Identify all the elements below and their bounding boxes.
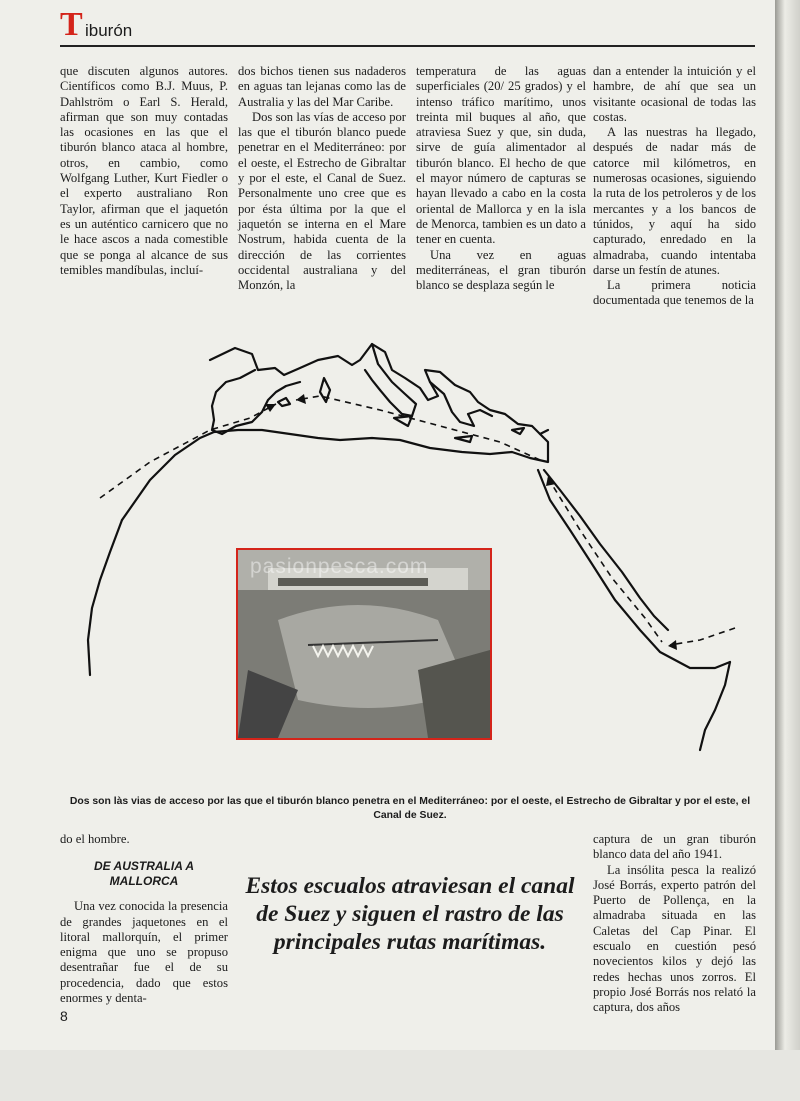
section-subhead: DE AUSTRALIA A MALLORCA <box>94 859 194 889</box>
arrow-suez-head <box>296 394 306 404</box>
col2-paragraph-1: dos bichos tienen sus nadaderos en aguas tan lejanas como las de Australia y las del Mar Caribe. <box>238 64 406 109</box>
indian-ocean-route-line <box>670 628 735 645</box>
col4-paragraph-3: La primera noticia documentada que tenemos de la <box>593 278 756 308</box>
page-spine-edge <box>775 0 800 1101</box>
header-rule <box>60 45 755 47</box>
arrow-gibraltar-head <box>265 404 276 412</box>
page-bottom-edge <box>0 1050 800 1101</box>
figure-caption: Dos son làs vias de acceso por las que el tiburón blanco penetra en el Mediterráneo: por el oeste, el Estrecho de Gibraltar y por el este, el Canal de Suez. <box>69 796 751 821</box>
cyprus <box>512 428 524 434</box>
col4-paragraph-1: dan a entender la intuición y el hambre, de ahí que sea un visitante ocasional de todas las costas. <box>593 64 756 124</box>
bottom-left-paragraph: Una vez conocida la presencia de grandes jaquetones en el litoral mallorquín, el primer enigma que uno se propuso desentrañar fue el de su procedencia, dado que estos enormes y denta- <box>60 899 228 1006</box>
red-sea-east <box>544 470 668 630</box>
page-number: 8 <box>60 1008 68 1024</box>
pull-quote: Estos escualos atraviesan el canal de Suez y siguen el rastro de las principales rutas marítimas. <box>245 873 575 955</box>
col2-paragraph-2: Dos son las vías de acceso por las que el tiburón blanco puede penetrar en el Mediterráneo: por el oeste, el Estrecho de Gibraltar y por el este, el Canal de Suez. Personalmente uno cree que es por ésta última por la que el jaquetón se interna en el Mare Nostrum, habida cuenta de la dirección de las corrientes occidental australiana y del Monzón, la <box>238 109 406 293</box>
bottom-right-paragraph-2: La insólita pesca la realizó José Borrás, experto patrón del Puerto de Pollença, en la almadraba situada en las Caletas del Cap Pinar. El escualo en cuestión pesó novecientos kilos y dejó las redes hechas unos zorros. El propio José Borrás nos relató la captura, dos años <box>593 862 756 1015</box>
col3-paragraph-1: temperatura de las aguas superficiales (20/ 25 grados) y el intenso tráfico marítimo, unos treinta mil buques al año, que atraviesa Suez y que, sin duda, sirve de guía alimentador al tiburón blanco. El hecho de que el mayor número de capturas se hayan llevado a cabo en la costa oriental de Mallorca y en la isla de Menorca, tambien es un dato a tener en cuenta. <box>416 64 586 247</box>
east-africa-coast <box>700 662 730 750</box>
west-africa-coastline <box>88 520 122 675</box>
article-column-1 <box>60 64 228 278</box>
crete <box>455 436 472 442</box>
bottom-left-column <box>60 832 228 1006</box>
red-sea-route-line <box>548 478 662 642</box>
col4-paragraph-2: A las nuestras ha llegado, después de nadar más de catorce mil kilómetros, en numerosas ocasiones, siguiendo la ruta de los petroleros y de los mercantes y a los bancos de túnidos, y aquí ha sido capturado, enredado en la almadraba, cuando intentaba darse un festín de atunes. <box>593 125 756 277</box>
bottom-right-column <box>593 832 756 1016</box>
col1-paragraph: que discuten algunos autores. Científicos como B.J. Muus, P. Dahlström o Earl S. Herald, afirman que son muy contadas las ocasiones en las que el tiburón blanco ataca al hombre, otros, en cambio, como Wolfgang Luther, Kurt Fiedler o el experto australiano Ron Taylor, afirman que el jaquetón es un auténtico carnicero que no le hace ascos a nada comestible que se ponga al alcance de sus temibles mandíbulas, incluí- <box>60 64 228 277</box>
iberia-coastline <box>212 370 300 434</box>
atlantic-route-line <box>100 404 276 498</box>
bottom-right-paragraph-1: captura de un gran tiburón blanco data del año 1941. <box>593 832 756 862</box>
watermark-text: pasionpesca.com <box>250 555 429 578</box>
section-initial: T <box>60 6 83 43</box>
suez-route-line <box>296 396 540 460</box>
article-column-2 <box>238 64 406 293</box>
col3-paragraph-2: Una vez en aguas mediterráneas, el gran tiburón blanco se desplaza según le <box>416 247 586 293</box>
section-title: iburón <box>85 21 133 40</box>
article-column-3 <box>416 64 586 293</box>
bottom-left-lead: do el hombre. <box>60 832 130 846</box>
arrow-ocean-head <box>668 640 677 650</box>
article-column-4 <box>593 64 756 309</box>
balearic-islands <box>278 398 290 406</box>
